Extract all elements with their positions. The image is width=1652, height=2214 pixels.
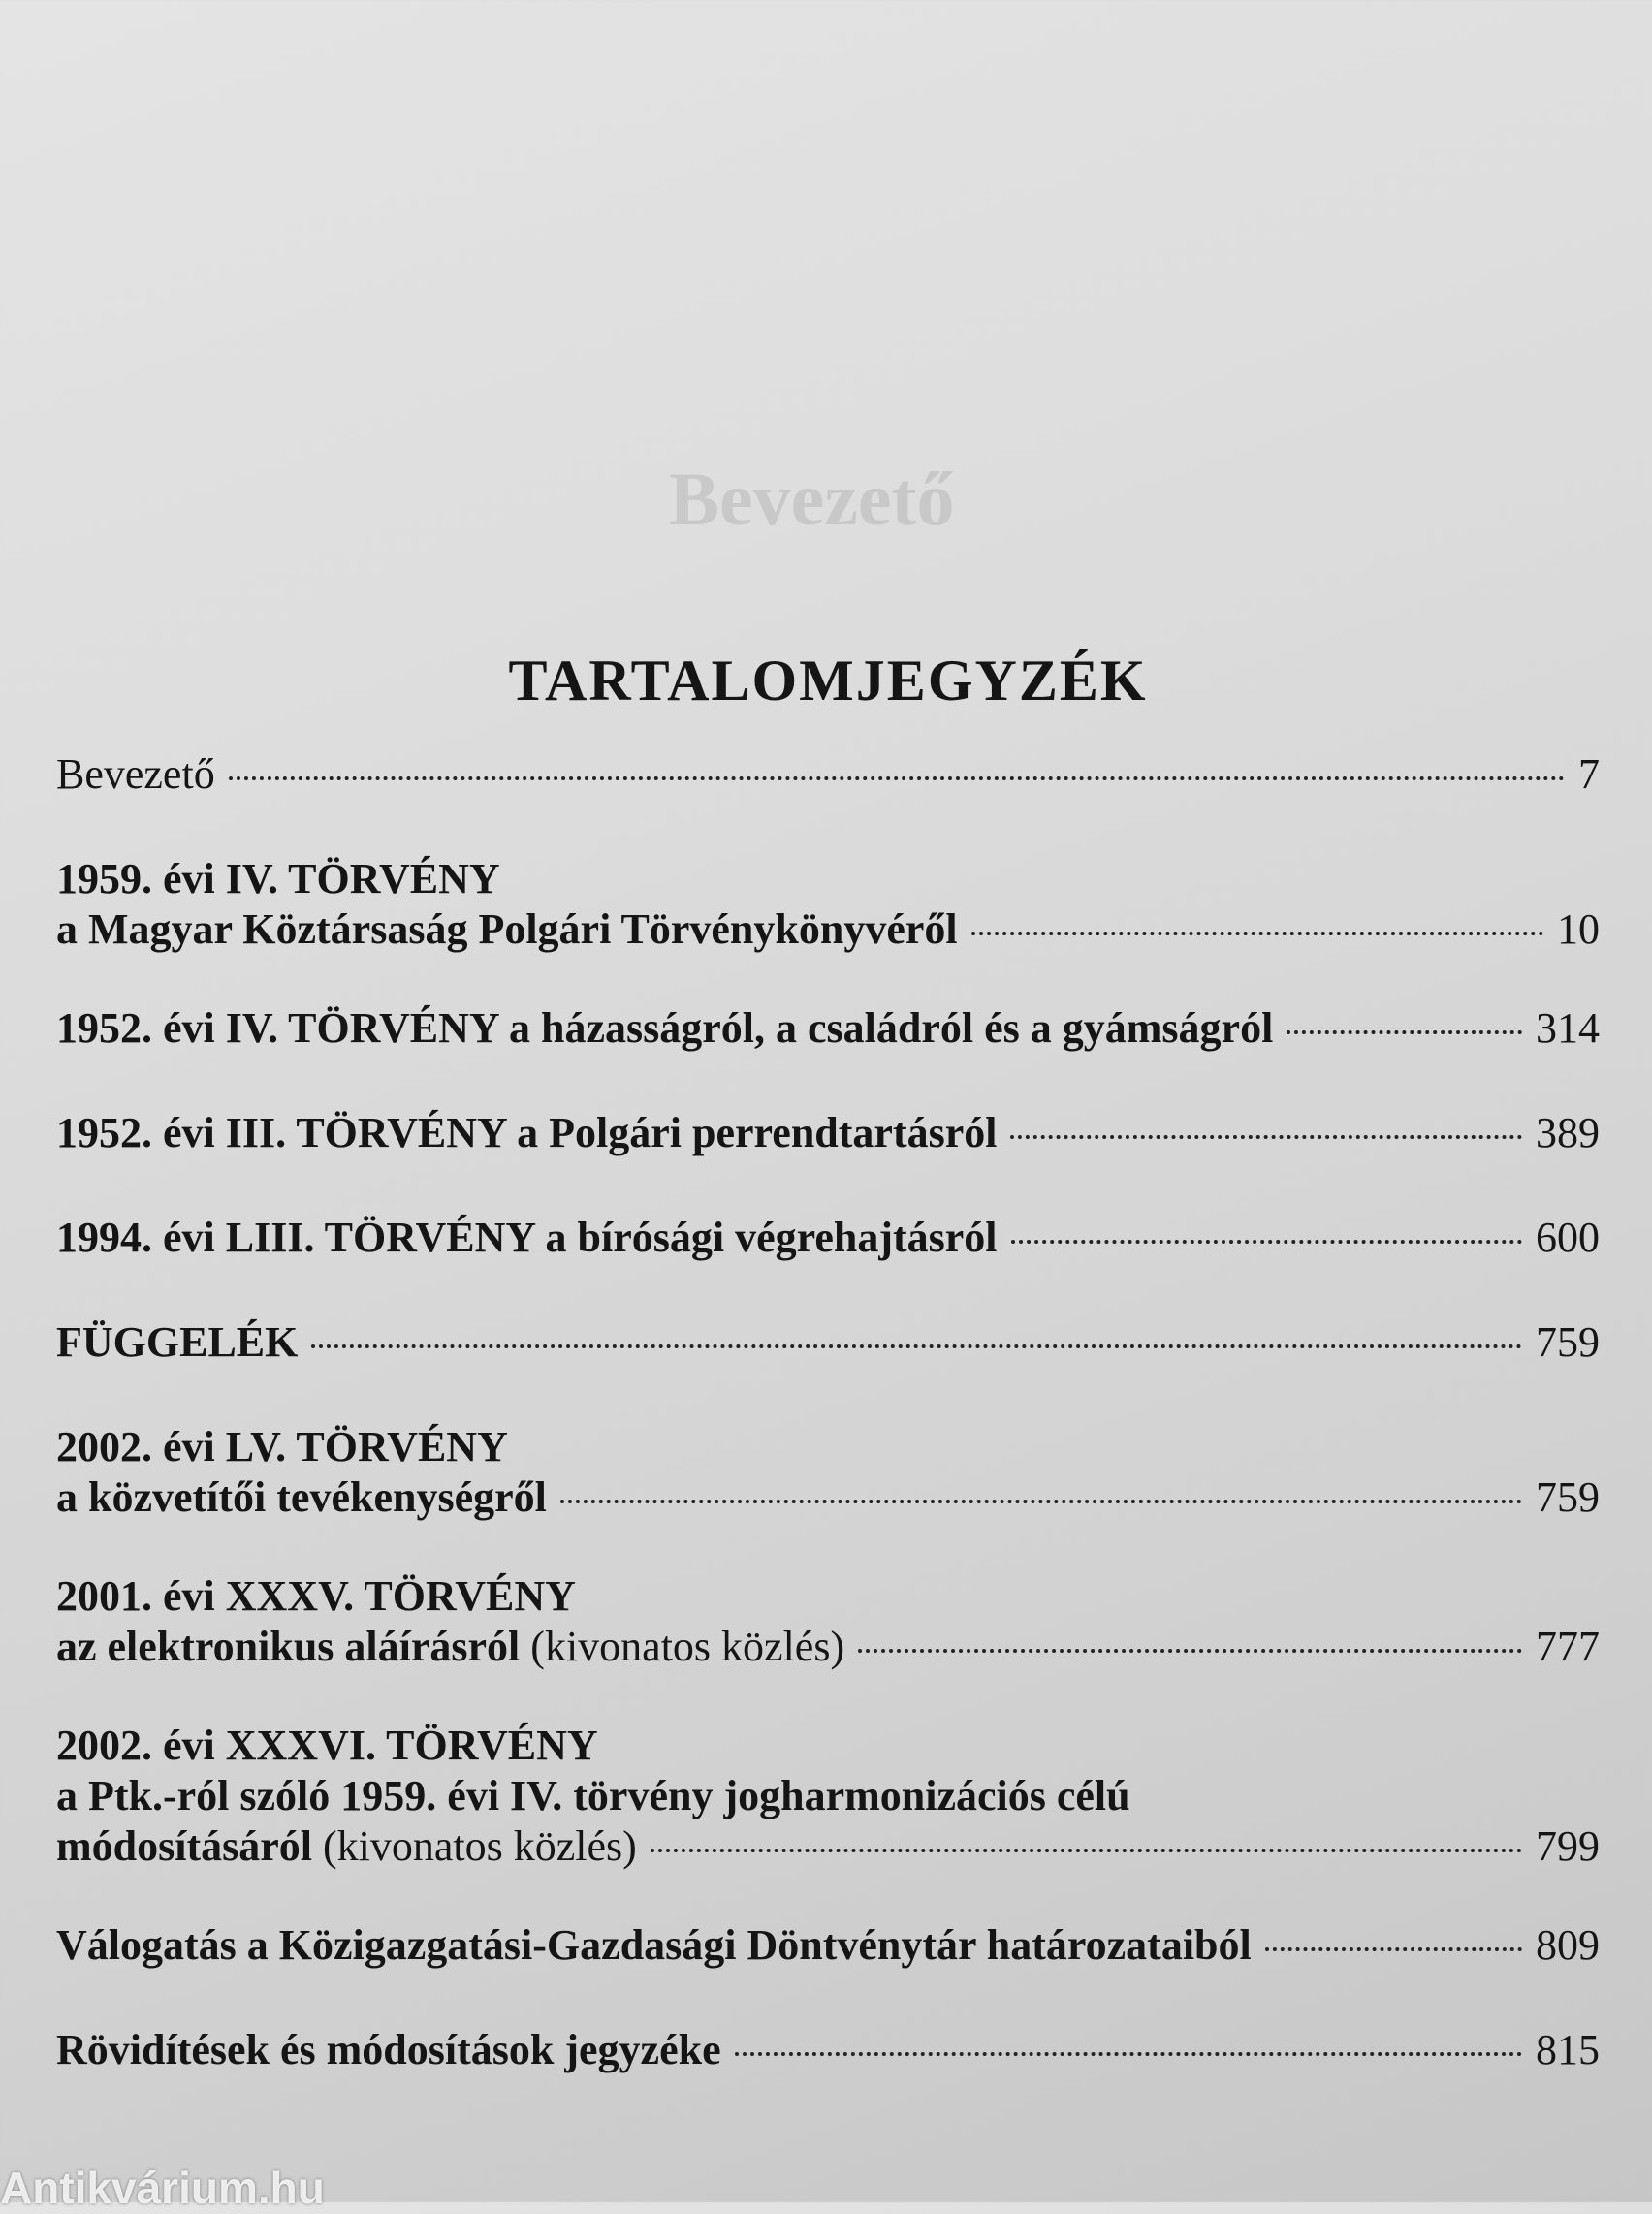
toc-entry-text bbox=[56, 1003, 1273, 1054]
bleed-through-title: Bevezető bbox=[669, 457, 955, 541]
toc-entry-line: 2001. évi XXXV. TÖRVÉNY bbox=[56, 1572, 576, 1620]
page-number: 799 bbox=[1536, 1822, 1600, 1870]
toc-entry-leader-line bbox=[56, 1213, 1600, 1263]
toc-entry-leader-line bbox=[56, 749, 1600, 800]
toc-entry-text bbox=[56, 904, 958, 955]
dot-leader bbox=[735, 2052, 1522, 2056]
toc-entry-text bbox=[56, 749, 215, 800]
page-number: 759 bbox=[1536, 1318, 1600, 1366]
toc-entry-text bbox=[56, 2025, 721, 2075]
dot-leader bbox=[971, 932, 1543, 935]
toc-entry bbox=[56, 854, 1600, 955]
page-number: 600 bbox=[1536, 1214, 1600, 1261]
dot-leader bbox=[1010, 1135, 1522, 1139]
page-number: 759 bbox=[1536, 1473, 1600, 1521]
toc-entry-text bbox=[56, 1920, 1252, 1971]
toc-page bbox=[56, 648, 1600, 2130]
toc-entry-heading: 1994. évi LIII. TÖRVÉNY a bírósági végrehajtásról bbox=[56, 1214, 998, 1261]
toc-entry bbox=[56, 1003, 1600, 1054]
toc-entry bbox=[56, 1571, 1600, 1672]
toc-entry-line: 2002. évi XXXVI. TÖRVÉNY bbox=[56, 1722, 598, 1769]
toc-entry-leader-line bbox=[56, 1108, 1600, 1158]
dot-leader bbox=[560, 1500, 1522, 1503]
page-number: 7 bbox=[1578, 750, 1600, 798]
toc-entry-leader-line bbox=[56, 1920, 1600, 1971]
toc-entry bbox=[56, 1213, 1600, 1263]
toc-entry-text bbox=[56, 1108, 997, 1158]
dot-leader bbox=[1287, 1030, 1522, 1034]
toc-entry bbox=[56, 2025, 1600, 2075]
page-number: 815 bbox=[1536, 2026, 1600, 2073]
toc-entry-line: 2002. évi LV. TÖRVÉNY bbox=[56, 1423, 508, 1471]
toc-entry bbox=[56, 1920, 1600, 1971]
toc-entry-line: 1959. évi IV. TÖRVÉNY bbox=[56, 855, 500, 902]
toc-list bbox=[56, 749, 1600, 2075]
toc-entry-leader-line bbox=[56, 1622, 1600, 1672]
toc-entry-text bbox=[56, 1472, 547, 1523]
page-number: 809 bbox=[1536, 1921, 1600, 1969]
toc-entry-heading: a Magyar Köztársaság Polgári Törvénykönyvéről bbox=[56, 905, 958, 953]
toc-entry-line: a Ptk.-ról szóló 1959. évi IV. törvény jogharmonizációs célú bbox=[56, 1772, 1130, 1819]
page-title: TARTALOMJEGYZÉK bbox=[508, 648, 1148, 712]
toc-entry bbox=[56, 1721, 1600, 1872]
toc-entry-leader-line bbox=[56, 1317, 1600, 1368]
toc-entry-leader-line bbox=[56, 1003, 1600, 1054]
toc-entry-note: (kivonatos közlés) bbox=[520, 1623, 845, 1670]
toc-entry bbox=[56, 749, 1600, 800]
toc-entry-note: (kivonatos közlés) bbox=[312, 1822, 637, 1870]
page-number: 777 bbox=[1536, 1623, 1600, 1670]
toc-entry-text bbox=[56, 1622, 844, 1672]
dot-leader bbox=[311, 1344, 1522, 1348]
toc-entry-heading: 1952. évi III. TÖRVÉNY a Polgári perrendtartásról bbox=[56, 1109, 998, 1156]
toc-entry-heading: módosításáról bbox=[56, 1822, 312, 1870]
toc-entry-heading: az elektronikus aláírásról bbox=[56, 1623, 521, 1670]
toc-entry bbox=[56, 1108, 1600, 1158]
dot-leader bbox=[858, 1649, 1522, 1653]
dot-leader bbox=[1265, 1947, 1522, 1951]
toc-entry-leader-line bbox=[56, 2025, 1600, 2075]
toc-entry-leader-line bbox=[56, 1821, 1600, 1872]
toc-entry-text bbox=[56, 1317, 298, 1368]
toc-entry-leader-line bbox=[56, 1472, 1600, 1523]
toc-entry-heading: FÜGGELÉK bbox=[56, 1318, 299, 1366]
toc-entry-heading: Rövidítések és módosítások jegyzéke bbox=[56, 2026, 721, 2073]
toc-entry bbox=[56, 1422, 1600, 1523]
toc-entry-leader-line bbox=[56, 904, 1600, 955]
page-number: 314 bbox=[1536, 1004, 1600, 1052]
toc-entry-heading: a közvetítői tevékenységről bbox=[56, 1473, 547, 1521]
toc-entry-heading: 1952. évi IV. TÖRVÉNY a házasságról, a családról és a gyámságról bbox=[56, 1004, 1274, 1052]
dot-leader bbox=[1011, 1240, 1522, 1244]
toc-entry bbox=[56, 1317, 1600, 1368]
toc-entry-heading: Válogatás a Közigazgatási-Gazdasági Döntvénytár határozataiból bbox=[56, 1921, 1252, 1969]
toc-entry-text bbox=[56, 1821, 637, 1872]
watermark-text: Antikvárium.hu bbox=[0, 2163, 325, 2213]
toc-entry-text bbox=[56, 1213, 998, 1263]
dot-leader bbox=[229, 776, 1565, 780]
dot-leader bbox=[651, 1849, 1522, 1852]
toc-entry-heading: Bevezető bbox=[56, 750, 215, 798]
page-number: 10 bbox=[1557, 905, 1600, 953]
page-number: 389 bbox=[1536, 1109, 1600, 1156]
